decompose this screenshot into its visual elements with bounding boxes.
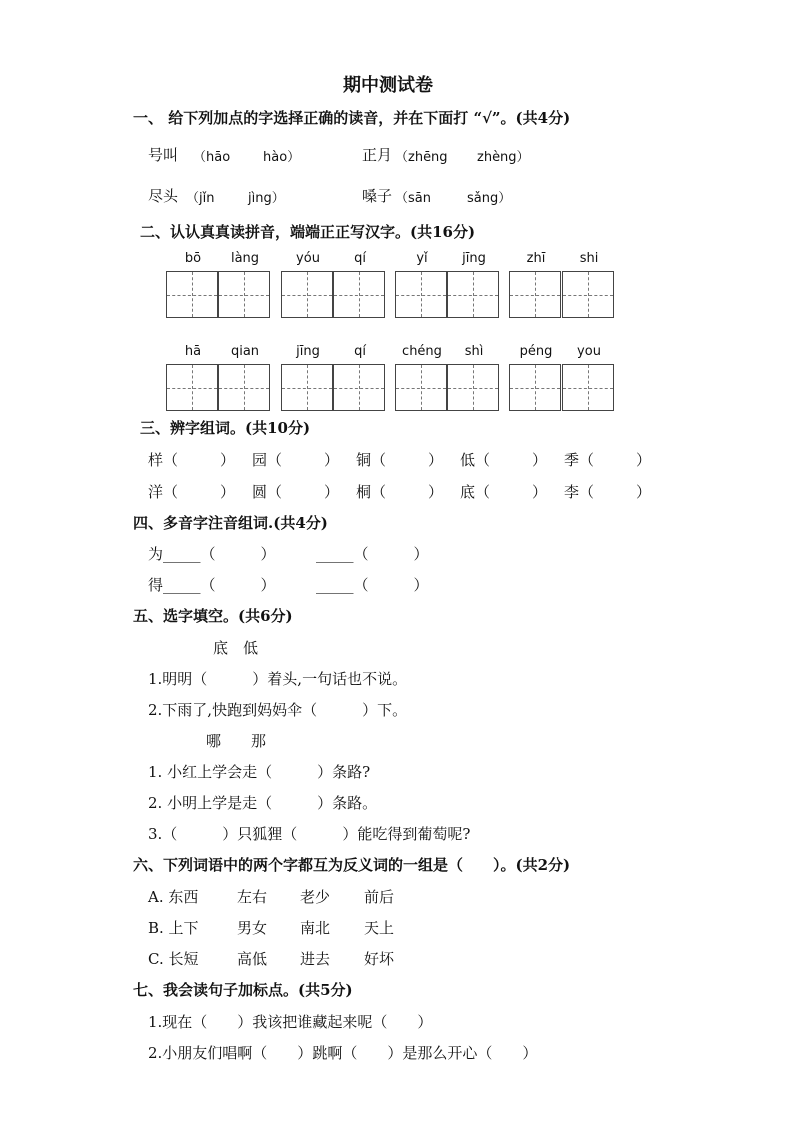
- writing-cell[interactable]: [395, 364, 447, 411]
- writing-cell[interactable]: [509, 364, 561, 411]
- s5-question: 2. 小明上学是走（ ）条路。: [148, 794, 378, 812]
- pinyin-label: bō: [184, 251, 202, 266]
- writing-cell[interactable]: [281, 271, 333, 318]
- section-7-heading: 七、我会读句子加标点。(共5分): [133, 981, 353, 999]
- s6-word: 好坏: [364, 950, 395, 968]
- section-3-heading: 三、辨字组词。(共10分): [140, 419, 311, 437]
- pinyin-label: zhī: [526, 251, 546, 266]
- s1-item-2-opt2: zhèng）: [477, 150, 530, 165]
- s1-item-3-word: 尽头: [148, 187, 179, 205]
- s5-pair-2: 哪 那: [206, 732, 267, 750]
- s3-char: 低（: [460, 451, 491, 469]
- s1-item-4-opt2: sǎng）: [467, 191, 512, 206]
- writing-cell[interactable]: [281, 364, 333, 411]
- s1-item-1-opt2: hào）: [263, 150, 301, 165]
- s7-question: 2.小朋友们唱啊（ ）跳啊（ ）是那么开心（ ）: [148, 1044, 538, 1062]
- s3-char: 样（: [148, 451, 179, 469]
- writing-cell[interactable]: [333, 364, 385, 411]
- s3-blank-close: ）: [428, 483, 444, 501]
- s6-word: 男女: [237, 919, 268, 937]
- pinyin-label: shì: [464, 344, 484, 359]
- writing-cell[interactable]: [333, 271, 385, 318]
- writing-cell[interactable]: [218, 271, 270, 318]
- s6-option-c-label: C. 长短: [148, 950, 199, 968]
- s3-char: 洋（: [148, 483, 179, 501]
- s6-word: 前后: [364, 888, 395, 906]
- s3-char: 圆（: [252, 483, 283, 501]
- s1-item-1-opt1: （hāo: [193, 150, 231, 165]
- pinyin-label: qí: [354, 251, 366, 266]
- s6-word: 南北: [300, 919, 331, 937]
- s4-line1-a: 为_____（ ）: [148, 545, 276, 563]
- writing-cell[interactable]: [166, 364, 218, 411]
- s6-word: 老少: [300, 888, 331, 906]
- section-2-heading: 二、认认真真读拼音，端端正正写汉字。(共16分): [140, 223, 476, 241]
- pinyin-label: làng: [230, 251, 260, 266]
- s1-item-3-opt1: （jǐn: [186, 191, 215, 206]
- s3-blank-close: ）: [636, 451, 652, 469]
- s6-word: 进去: [300, 950, 331, 968]
- s1-item-1-word: 号叫: [148, 146, 179, 164]
- pinyin-label: qian: [230, 344, 260, 359]
- s4-line2-a: 得_____（ ）: [148, 576, 276, 594]
- writing-cell[interactable]: [395, 271, 447, 318]
- pinyin-label: jīng: [462, 251, 486, 266]
- s5-question: 3.（ ）只狐狸（ ）能吃得到葡萄呢?: [148, 825, 471, 843]
- writing-cell[interactable]: [218, 364, 270, 411]
- pinyin-label: you: [577, 344, 601, 359]
- page-title: 期中测试卷: [343, 75, 433, 96]
- s1-item-4-opt1: （sān: [395, 191, 431, 206]
- s3-char: 园（: [252, 451, 283, 469]
- s3-char: 季（: [564, 451, 595, 469]
- s6-word: 天上: [364, 919, 395, 937]
- pinyin-label: péng: [519, 344, 553, 359]
- s6-word: 高低: [237, 950, 268, 968]
- s3-blank-close: ）: [532, 451, 548, 469]
- s3-blank-close: ）: [324, 483, 340, 501]
- section-6-heading: 六、下列词语中的两个字都互为反义词的一组是（ ）。(共2分): [133, 856, 571, 874]
- writing-cell[interactable]: [447, 364, 499, 411]
- s1-item-2-opt1: （zhēng: [395, 150, 448, 165]
- pinyin-label: yóu: [296, 251, 320, 266]
- s3-blank-close: ）: [220, 451, 236, 469]
- writing-cell[interactable]: [447, 271, 499, 318]
- s6-option-b-label: B. 上下: [148, 919, 199, 937]
- s3-char: 桐（: [356, 483, 387, 501]
- pinyin-label: jīng: [296, 344, 320, 359]
- s3-blank-close: ）: [220, 483, 236, 501]
- writing-cell[interactable]: [562, 271, 614, 318]
- section-4-heading: 四、多音字注音组词.(共4分): [133, 514, 328, 532]
- s1-item-2-word: 正月: [362, 146, 393, 164]
- s3-blank-close: ）: [324, 451, 340, 469]
- s5-pair-1: 底 低: [213, 639, 259, 657]
- s1-item-3-opt2: jìng）: [248, 191, 285, 206]
- pinyin-label: yǐ: [416, 251, 428, 266]
- s6-word: 左右: [237, 888, 268, 906]
- section-1-heading: 一、 给下列加点的字选择正确的读音，并在下面打 “√”。(共4分): [133, 109, 571, 127]
- writing-cell[interactable]: [166, 271, 218, 318]
- s4-line1-b: _____（ ）: [316, 545, 429, 563]
- s3-char: 李（: [564, 483, 595, 501]
- pinyin-label: shi: [579, 251, 599, 266]
- s5-question: 1.明明（ ）着头,一句话也不说。: [148, 670, 408, 688]
- s5-question: 1. 小红上学会走（ ）条路?: [148, 763, 371, 781]
- s3-blank-close: ）: [428, 451, 444, 469]
- s7-question: 1.现在（ ）我该把谁藏起来呢（ ）: [148, 1013, 433, 1031]
- section-5-heading: 五、选字填空。(共6分): [133, 607, 293, 625]
- writing-cell[interactable]: [562, 364, 614, 411]
- s5-question: 2.下雨了,快跑到妈妈伞（ ）下。: [148, 701, 408, 719]
- writing-cell[interactable]: [509, 271, 561, 318]
- pinyin-label: hā: [184, 344, 202, 359]
- s3-blank-close: ）: [532, 483, 548, 501]
- s3-char: 底（: [460, 483, 491, 501]
- s1-item-4-word: 嗓子: [362, 187, 393, 205]
- s6-option-a-label: A. 东西: [148, 888, 199, 906]
- pinyin-label: chéng: [402, 344, 442, 359]
- s3-char: 铜（: [356, 451, 387, 469]
- s4-line2-b: _____（ ）: [316, 576, 429, 594]
- pinyin-label: qí: [354, 344, 366, 359]
- s3-blank-close: ）: [636, 483, 652, 501]
